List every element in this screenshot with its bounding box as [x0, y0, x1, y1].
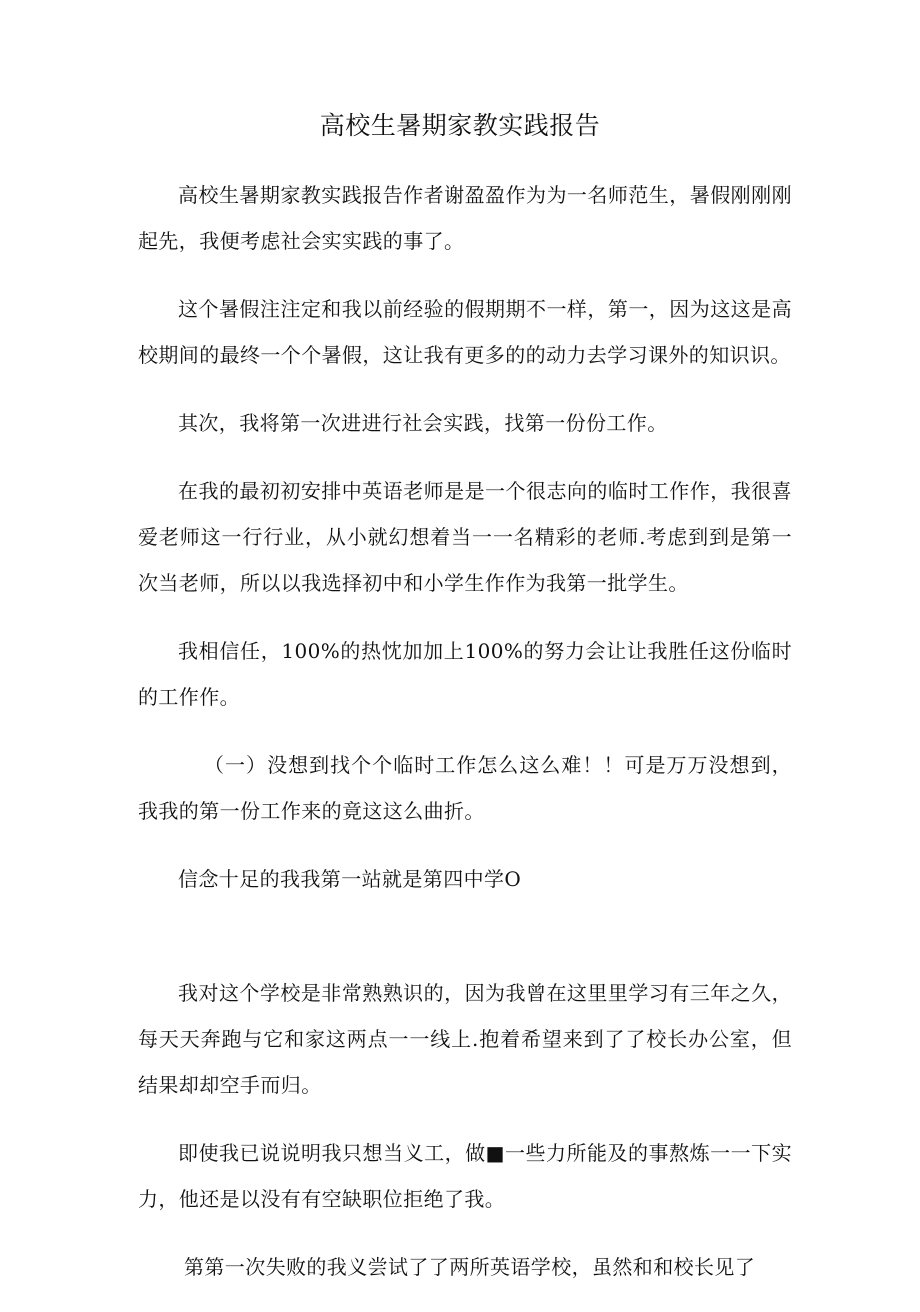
paragraph-english-teacher: 在我的最初初安排中英语老师是是一个很志向的临时工作作，我很喜爱老师这一行行业，从小就幻想着当一一名精彩的老师.考虑到到是第一次当老师，所以以我选择初中和小学生作作为我第一批学生。: [138, 479, 792, 595]
paragraph-section-one: （一）没想到找个个临时工作怎么这么难！！可是万万没想到，我我的第一份工作来的竟这这么曲折。: [138, 753, 792, 823]
paragraph-first-practice: 其次，我将第一次进进行社会实践，找第一份份工作。: [178, 411, 668, 435]
paragraph-intro: 高校生暑期家教实践报告作者谢盈盈作为为一名师范生，暑假刚刚刚起先，我便考虑社会实实践的事了。: [138, 183, 792, 253]
paragraph-english-schools: 第第一次失败的我义尝试了了两所英语学校，虽然和和校长见了: [184, 1255, 756, 1279]
paragraph-fourth-school: 信念十足的我我第一站就是第四中学O: [178, 867, 522, 891]
paragraph-last-summer: 这个暑假注注定和我以前经验的假期期不一样，第一，因为这这是高校期间的最终一个个暑假，这让我有更多的的动力去学习课外的知识识。: [138, 297, 792, 367]
paragraph-school-visit: 我对这个学校是非常熟熟识的，因为我曾在这里里学习有三年之久，每天天奔跑与它和家这两点一一线上.抱着希望来到了了校长办公室，但结果却却空手而归。: [138, 981, 792, 1097]
paragraph-confidence: 我相信任，100%的热忱加加上100%的努力会让让我胜任这份临时的工作作。: [138, 639, 792, 709]
document-title: 高校生暑期家教实践报告: [319, 111, 601, 140]
blank-line: [138, 924, 792, 970]
document-body: [138, 172, 792, 1312]
paragraph-rejection: 即使我已说说明我只想当义工，做■一些力所能及的事熬炼一一下实力，他还是以没有有空缺职位拒绝了我。: [138, 1141, 792, 1211]
